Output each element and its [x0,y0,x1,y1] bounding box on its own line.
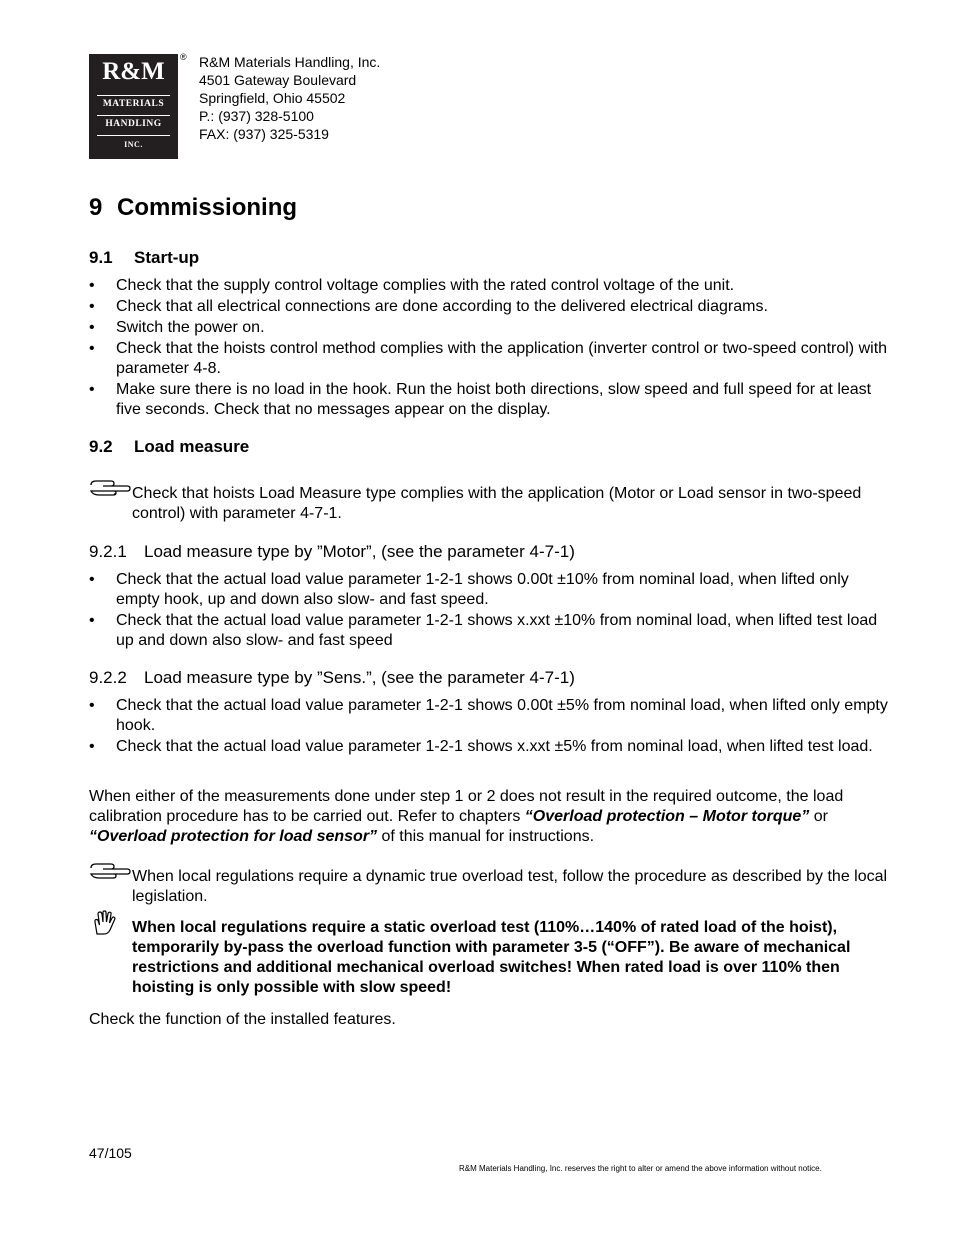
calibration-text: When either of the measurements done under step 1 or 2 does not result in the required outcome, the load calibration procedure has to be carried out. Refer to chapters [89,788,844,825]
start-up-checklist [89,276,894,421]
company-logo [89,54,178,159]
list-item: • Make sure there is no load in the hook. Run the hoist both directions, slow speed and full speed for at least five seconds. Check that no messages appear on the display. [89,380,894,420]
logo-word-materials: MATERIALS [102,99,165,109]
list-item: • Check that the actual load value parameter 1-2-1 shows 0.00t ±10% from nominal load, when lifted only empty hook, up and down also slow- and fast speed. [89,570,894,610]
fax-number: FAX: (937) 325-5319 [199,126,329,142]
logo-word-handling: HANDLING [105,119,162,129]
subsection-title: Load measure type by ”Motor”, (see the parameter 4-7-1) [144,542,575,561]
logo-monogram: R&M [102,58,165,85]
footer-disclaimer: R&M Materials Handling, Inc. reserves the right to alter or amend the above information without notice. [459,1164,822,1173]
section-number: 9.2 [89,437,113,456]
logo-word-inc: INC. [124,140,143,149]
section-heading-load-measure [89,437,249,457]
subsection-heading-motor [89,542,575,562]
chapter-reference-load-sensor: “Overload protection for load sensor” [89,828,378,845]
subsection-heading-sensor [89,668,575,688]
chapter-title [89,194,297,222]
pointing-hand-icon [89,478,131,504]
section-title: Start-up [134,248,200,267]
phone-number: P.: (937) 328-5100 [199,108,314,124]
note-load-measure-type [89,484,889,524]
logo-divider [97,95,170,96]
section-title: Load measure [134,437,250,456]
page-number: 47/105 [89,1145,132,1161]
warning-static-overload [89,918,889,998]
list-item: • Check that the hoists control method complies with the application (inverter control or two-speed control) with parameter 4-8. [89,339,894,379]
motor-checklist [89,570,894,652]
city-address: Springfield, Ohio 45502 [199,90,346,106]
calibration-paragraph [89,787,884,847]
calibration-text: or [809,808,828,825]
note-text: Check that hoists Load Measure type complies with the application (Motor or Load sensor in two-speed control) with parameter 4-7-1. [132,485,862,522]
logo-divider [97,135,170,136]
chapter-reference-motor-torque: “Overload protection – Motor torque” [524,808,810,825]
list-item: • Check that the supply control voltage complies with the rated control voltage of the unit. [89,276,894,296]
sensor-checklist [89,696,894,758]
pointing-hand-icon [89,861,131,887]
section-number: 9.1 [89,248,113,267]
subsection-number: 9.2.1 [89,542,127,561]
list-item: • Switch the power on. [89,318,894,338]
list-item: • Check that all electrical connections are done according to the delivered electrical diagrams. [89,297,894,317]
company-name: R&M Materials Handling, Inc. [199,54,381,70]
closing-paragraph: Check the function of the installed features. [89,1011,396,1028]
street-address: 4501 Gateway Boulevard [199,72,357,88]
registered-mark: ® [180,52,187,62]
subsection-number: 9.2.2 [89,668,127,687]
list-item: • Check that the actual load value parameter 1-2-1 shows x.xxt ±5% from nominal load, when lifted test load. [89,737,894,757]
chapter-title-text: Commissioning [117,194,298,221]
logo-divider [97,115,170,116]
subsection-title: Load measure type by ”Sens.”, (see the parameter 4-7-1) [144,668,575,687]
calibration-text: of this manual for instructions. [377,828,595,845]
section-heading-start-up [89,248,199,268]
list-item: • Check that the actual load value parameter 1-2-1 shows 0.00t ±5% from nominal load, when lifted only empty hook. [89,696,894,736]
company-address [199,53,380,143]
note-text: When local regulations require a dynamic true overload test, follow the procedure as described by the local legislation. [132,868,888,905]
warning-text: When local regulations require a static overload test (110%…140% of rated load of the hoist), temporarily by-pass the overload function with parameter 3-5 (“OFF”). Be aware of mechanical restrictions and additional mechanical overload switches! When rated load is over 110% then hoisting is only possible with slow speed! [132,919,851,996]
note-dynamic-overload [89,867,889,907]
list-item: • Check that the actual load value parameter 1-2-1 shows x.xxt ±10% from nominal load, when lifted test load up and down also slow- and fast speed [89,611,894,651]
chapter-number: 9 [89,194,103,221]
raised-hand-icon [91,910,117,942]
